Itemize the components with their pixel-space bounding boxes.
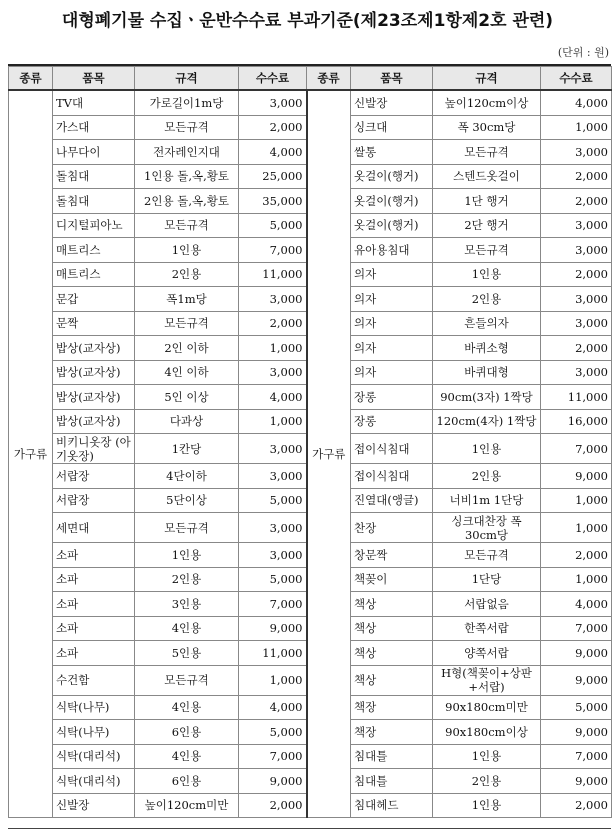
fee-cell: 2,000 bbox=[541, 336, 612, 361]
spec-cell: 2단 행거 bbox=[433, 213, 541, 238]
fee-cell: 9,000 bbox=[541, 464, 612, 489]
unit-note: (단위 : 원) bbox=[557, 46, 609, 59]
fee-cell: 3,000 bbox=[239, 434, 307, 464]
spec-cell: 1인용 bbox=[433, 793, 541, 818]
fee-cell: 2,000 bbox=[239, 311, 307, 336]
fee-cell: 3,000 bbox=[541, 311, 612, 336]
item-cell: 돌침대 bbox=[53, 164, 135, 189]
fee-cell: 2,000 bbox=[541, 793, 612, 818]
item-cell: 식탁(대리석) bbox=[53, 769, 135, 794]
fee-table bbox=[8, 66, 612, 818]
fee-cell: 9,000 bbox=[239, 769, 307, 794]
spec-cell: 2인용 bbox=[135, 262, 239, 287]
spec-cell: 폭 30cm당 bbox=[433, 115, 541, 140]
spec-cell: 스텐드옷걸이 bbox=[433, 164, 541, 189]
item-cell: 침대틀 bbox=[351, 769, 433, 794]
spec-cell: 2인용 bbox=[433, 287, 541, 312]
fee-cell: 3,000 bbox=[541, 360, 612, 385]
fee-cell: 2,000 bbox=[541, 164, 612, 189]
spec-cell: 가로길이1m당 bbox=[135, 90, 239, 115]
spec-cell: 2인용 bbox=[135, 567, 239, 592]
fee-cell: 11,000 bbox=[239, 641, 307, 666]
item-cell: 장롱 bbox=[351, 385, 433, 410]
spec-cell: 4인용 bbox=[135, 744, 239, 769]
spec-cell: 모든규격 bbox=[135, 513, 239, 543]
fee-cell: 1,000 bbox=[541, 115, 612, 140]
item-cell: 진열대(앵글) bbox=[351, 488, 433, 513]
item-cell: 밥상(교자상) bbox=[53, 409, 135, 434]
item-cell: 창문짝 bbox=[351, 543, 433, 568]
fee-cell: 9,000 bbox=[541, 720, 612, 745]
item-cell: 의자 bbox=[351, 336, 433, 361]
item-cell: 접이식침대 bbox=[351, 464, 433, 489]
item-cell: 밥상(교자상) bbox=[53, 360, 135, 385]
item-cell: 신발장 bbox=[53, 793, 135, 818]
item-cell: 책꽂이 bbox=[351, 567, 433, 592]
spec-cell: 1인용 bbox=[433, 262, 541, 287]
spec-cell: 폭1m당 bbox=[135, 287, 239, 312]
spec-cell: 1인용 bbox=[433, 434, 541, 464]
fee-cell: 2,000 bbox=[239, 793, 307, 818]
spec-cell: 2인 이하 bbox=[135, 336, 239, 361]
fee-cell: 5,000 bbox=[541, 695, 612, 720]
spec-cell: 1인용 돌,옥,황토 bbox=[135, 164, 239, 189]
item-cell: 침대틀 bbox=[351, 744, 433, 769]
item-cell: 옷걸이(행거) bbox=[351, 164, 433, 189]
fee-cell: 3,000 bbox=[541, 213, 612, 238]
item-cell: 책상 bbox=[351, 641, 433, 666]
spec-cell: 1인용 bbox=[433, 744, 541, 769]
category-cell-left: 가구류 bbox=[9, 90, 53, 818]
spec-cell: 5인용 bbox=[135, 641, 239, 666]
header-category: 종류 bbox=[9, 67, 53, 91]
item-cell: 의자 bbox=[351, 311, 433, 336]
spec-cell: 양쪽서랍 bbox=[433, 641, 541, 666]
fee-cell: 4,000 bbox=[541, 592, 612, 617]
fee-cell: 4,000 bbox=[239, 140, 307, 165]
item-cell: 의자 bbox=[351, 360, 433, 385]
spec-cell: 바퀴대형 bbox=[433, 360, 541, 385]
item-cell: 세면대 bbox=[53, 513, 135, 543]
fee-cell: 3,000 bbox=[239, 513, 307, 543]
spec-cell: 전자레인지대 bbox=[135, 140, 239, 165]
fee-cell: 3,000 bbox=[239, 464, 307, 489]
item-cell: 문짝 bbox=[53, 311, 135, 336]
spec-cell: 3인용 bbox=[135, 592, 239, 617]
header-fee: 수수료 bbox=[239, 67, 307, 91]
header-spec: 규격 bbox=[135, 67, 239, 91]
fee-cell: 7,000 bbox=[541, 616, 612, 641]
fee-cell: 3,000 bbox=[541, 238, 612, 263]
item-cell: 밥상(교자상) bbox=[53, 336, 135, 361]
fee-cell: 11,000 bbox=[239, 262, 307, 287]
item-cell: 침대헤드 bbox=[351, 793, 433, 818]
fee-cell: 1,000 bbox=[239, 336, 307, 361]
fee-cell: 25,000 bbox=[239, 164, 307, 189]
item-cell: TV대 bbox=[53, 90, 135, 115]
item-cell: 식탁(나무) bbox=[53, 695, 135, 720]
spec-cell: 한쪽서랍 bbox=[433, 616, 541, 641]
fee-cell: 7,000 bbox=[541, 434, 612, 464]
fee-cell: 9,000 bbox=[541, 665, 612, 695]
spec-cell: 120cm(4자) 1짝당 bbox=[433, 409, 541, 434]
spec-cell: 바퀴소형 bbox=[433, 336, 541, 361]
fee-cell: 1,000 bbox=[541, 567, 612, 592]
spec-cell: 4단이하 bbox=[135, 464, 239, 489]
spec-cell: 모든규격 bbox=[135, 213, 239, 238]
spec-cell: 서랍없음 bbox=[433, 592, 541, 617]
item-cell: 식탁(나무) bbox=[53, 720, 135, 745]
fee-cell: 4,000 bbox=[239, 695, 307, 720]
fee-cell: 1,000 bbox=[239, 409, 307, 434]
spec-cell: 90cm(3자) 1짝당 bbox=[433, 385, 541, 410]
header-item-right: 품목 bbox=[351, 67, 433, 91]
fee-cell: 2,000 bbox=[541, 189, 612, 214]
item-cell: 서랍장 bbox=[53, 488, 135, 513]
fee-cell: 7,000 bbox=[541, 744, 612, 769]
fee-cell: 3,000 bbox=[541, 287, 612, 312]
fee-cell: 4,000 bbox=[239, 385, 307, 410]
fee-cell: 9,000 bbox=[541, 769, 612, 794]
spec-cell: 4인 이하 bbox=[135, 360, 239, 385]
category-cell-right: 가구류 bbox=[307, 90, 351, 818]
item-cell: 싱크대 bbox=[351, 115, 433, 140]
page-title: 대형폐기물 수집ㆍ운반수수료 부과기준(제23조제1항제2호 관련) bbox=[61, 11, 554, 31]
item-cell: 서랍장 bbox=[53, 464, 135, 489]
item-cell: 나무다이 bbox=[53, 140, 135, 165]
fee-cell: 3,000 bbox=[541, 140, 612, 165]
fee-cell: 2,000 bbox=[239, 115, 307, 140]
spec-cell: 모든규격 bbox=[433, 140, 541, 165]
spec-cell: 6인용 bbox=[135, 720, 239, 745]
spec-cell: 너비1m 1단당 bbox=[433, 488, 541, 513]
fee-cell: 7,000 bbox=[239, 238, 307, 263]
fee-cell: 1,000 bbox=[239, 665, 307, 695]
fee-cell: 5,000 bbox=[239, 567, 307, 592]
spec-cell: 90x180cm미만 bbox=[433, 695, 541, 720]
spec-cell: 4인용 bbox=[135, 616, 239, 641]
item-cell: 책장 bbox=[351, 695, 433, 720]
item-cell: 책상 bbox=[351, 592, 433, 617]
item-cell: 식탁(대리석) bbox=[53, 744, 135, 769]
item-cell: 접이식침대 bbox=[351, 434, 433, 464]
spec-cell: H형(책꽂이+상판 +서랍) bbox=[433, 665, 541, 695]
spec-cell: 5단이상 bbox=[135, 488, 239, 513]
fee-cell: 1,000 bbox=[541, 513, 612, 543]
item-cell: 의자 bbox=[351, 262, 433, 287]
item-cell: 옷걸이(행거) bbox=[351, 213, 433, 238]
spec-cell: 높이120cm미만 bbox=[135, 793, 239, 818]
fee-cell: 3,000 bbox=[239, 287, 307, 312]
item-cell: 소파 bbox=[53, 641, 135, 666]
spec-cell: 모든규격 bbox=[135, 665, 239, 695]
fee-cell: 1,000 bbox=[541, 488, 612, 513]
item-cell: 소파 bbox=[53, 567, 135, 592]
item-cell: 옷걸이(행거) bbox=[351, 189, 433, 214]
table-row bbox=[9, 90, 612, 115]
item-cell: 책상 bbox=[351, 665, 433, 695]
spec-cell: 2인용 bbox=[433, 769, 541, 794]
fee-cell: 3,000 bbox=[239, 90, 307, 115]
item-cell: 신발장 bbox=[351, 90, 433, 115]
header-fee-right: 수수료 bbox=[541, 67, 612, 91]
fee-cell: 5,000 bbox=[239, 720, 307, 745]
item-cell: 쌀통 bbox=[351, 140, 433, 165]
spec-cell: 높이120cm이상 bbox=[433, 90, 541, 115]
item-cell: 찬장 bbox=[351, 513, 433, 543]
spec-cell: 모든규격 bbox=[135, 115, 239, 140]
spec-cell: 1단당 bbox=[433, 567, 541, 592]
item-cell: 책장 bbox=[351, 720, 433, 745]
fee-cell: 2,000 bbox=[541, 543, 612, 568]
fee-cell: 4,000 bbox=[541, 90, 612, 115]
fee-cell: 3,000 bbox=[239, 543, 307, 568]
item-cell: 수건함 bbox=[53, 665, 135, 695]
spec-cell: 싱크대찬장 폭30cm당 bbox=[433, 513, 541, 543]
fee-cell: 2,000 bbox=[541, 262, 612, 287]
fee-cell: 11,000 bbox=[541, 385, 612, 410]
spec-cell: 1인용 bbox=[135, 543, 239, 568]
spec-cell: 2인용 돌,옥,황토 bbox=[135, 189, 239, 214]
header-spec-right: 규격 bbox=[433, 67, 541, 91]
spec-cell: 1인용 bbox=[135, 238, 239, 263]
item-cell: 소파 bbox=[53, 616, 135, 641]
item-cell: 소파 bbox=[53, 543, 135, 568]
table-header-row bbox=[9, 67, 612, 91]
fee-cell: 9,000 bbox=[541, 641, 612, 666]
fee-cell: 16,000 bbox=[541, 409, 612, 434]
item-cell: 문갑 bbox=[53, 287, 135, 312]
spec-cell: 다과상 bbox=[135, 409, 239, 434]
item-cell: 매트리스 bbox=[53, 238, 135, 263]
spec-cell: 5인 이상 bbox=[135, 385, 239, 410]
spec-cell: 6인용 bbox=[135, 769, 239, 794]
spec-cell: 1칸당 bbox=[135, 434, 239, 464]
spec-cell: 4인용 bbox=[135, 695, 239, 720]
header-category-right: 종류 bbox=[307, 67, 351, 91]
fee-cell: 5,000 bbox=[239, 488, 307, 513]
fee-cell: 3,000 bbox=[239, 360, 307, 385]
item-cell: 매트리스 bbox=[53, 262, 135, 287]
spec-cell: 흔들의자 bbox=[433, 311, 541, 336]
item-cell: 책상 bbox=[351, 616, 433, 641]
spec-cell: 모든규격 bbox=[433, 543, 541, 568]
fee-cell: 5,000 bbox=[239, 213, 307, 238]
item-cell: 소파 bbox=[53, 592, 135, 617]
fee-cell: 9,000 bbox=[239, 616, 307, 641]
spec-cell: 모든규격 bbox=[135, 311, 239, 336]
item-cell: 비키니옷장 (아기옷장) bbox=[53, 434, 135, 464]
spec-cell: 90x180cm이상 bbox=[433, 720, 541, 745]
fee-cell: 7,000 bbox=[239, 592, 307, 617]
spec-cell: 1단 행거 bbox=[433, 189, 541, 214]
spec-cell: 2인용 bbox=[433, 464, 541, 489]
fee-cell: 7,000 bbox=[239, 744, 307, 769]
fee-table-container bbox=[8, 64, 611, 829]
item-cell: 밥상(교자상) bbox=[53, 385, 135, 410]
fee-cell: 35,000 bbox=[239, 189, 307, 214]
item-cell: 디지털피아노 bbox=[53, 213, 135, 238]
item-cell: 의자 bbox=[351, 287, 433, 312]
item-cell: 가스대 bbox=[53, 115, 135, 140]
spec-cell: 모든규격 bbox=[433, 238, 541, 263]
item-cell: 장롱 bbox=[351, 409, 433, 434]
item-cell: 유아용침대 bbox=[351, 238, 433, 263]
header-item: 품목 bbox=[53, 67, 135, 91]
item-cell: 돌침대 bbox=[53, 189, 135, 214]
